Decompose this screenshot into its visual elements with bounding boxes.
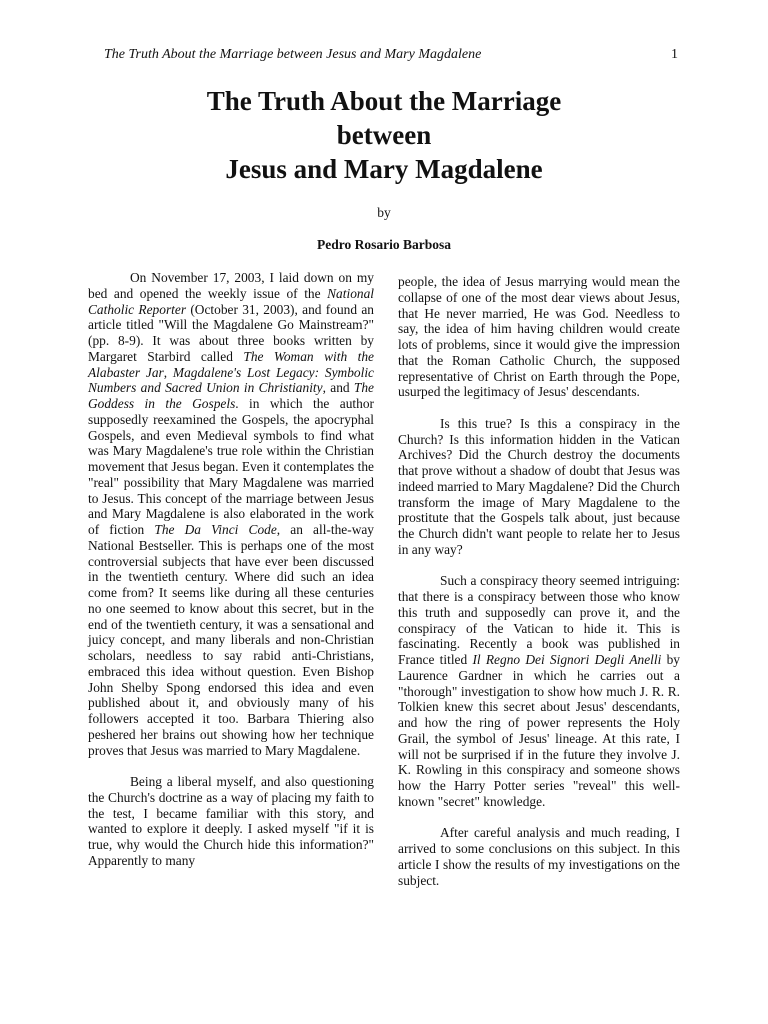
right-column [398, 274, 680, 904]
byline: by [377, 205, 391, 220]
left-column [88, 270, 374, 884]
text-run: , an all-the-way National Bestseller. This is perhaps one of the most controversial subjects that have ever been discussed in the twentieth century. Where did such an idea come from? It seems like during all these centuries no one seemed to know about this secret, but in the end of the twentieth century, it was a sensational and juicy concept, and many liberals and non-Christian scholars, needless to say rabid anti-Christians, embraced this idea without question. Even Bishop John Shelby Spong endorsed this idea and even published about it, and obviously many of his followers accepted it too. Barbara Thiering also peshered her brains out showing how her technique proves that Jesus was married to Mary Magdalene. [88, 522, 375, 758]
page-title [0, 84, 768, 186]
book-title: The Da Vinci Code [154, 522, 277, 537]
running-header: The Truth About the Marriage between Jesus and Mary Magdalene [104, 47, 482, 62]
paragraph-1 [88, 270, 374, 758]
text-run: (October 31, 2003), and found an article titled "Will the Magdalene Go Mainstream?" (pp. 8-9). It was about three books written by Margaret Starbird called [88, 301, 374, 364]
text-run: , and [322, 380, 354, 396]
publication-title: National Catholic Reporter [88, 285, 374, 317]
book-title: The Woman with the Alabaster Jar [88, 348, 374, 380]
paragraph-3: people, the idea of Jesus marrying would mean the collapse of one of the most dear views about Jesus, that He never married, He was God. Needless to say, the idea of him having children would create lots of problems, since it would give the impression that the Roman Catholic Church, the supposed representative of Christ on Earth through the Pope, usurped the legitimacy of Jesus' descendants. [398, 274, 680, 400]
book-title: Magdalene's Lost Legacy: Symbolic Numbers and Sacred Union in Christianity [88, 364, 374, 396]
text-run: Such a conspiracy theory seemed intriguing: that there is a conspiracy between those who know this truth and supposedly can prove it, and the conspiracy of the Vatican to hide it. This is fascinating. Recently a book was published in France titled [398, 573, 680, 667]
page-number: 1 [671, 47, 678, 62]
paragraph-4: Is this true? Is this a conspiracy in the Church? Is this information hidden in the Vatican Archives? Did the Church destroy the documents that prove without a shadow of doubt that Jesus was indeed married to Mary Magdalene? Did the Church transform the image of Mary Magdalene to the prostitute that the Gospels talk about, just because the Church didn't want people to relate her to Jesus in any way? [398, 415, 680, 557]
paragraph-6: After careful analysis and much reading, I arrived to some conclusions on this subject. In this article I show the results of my investigations on the subject. [398, 825, 680, 888]
title-line-3: Jesus and Mary Magdalene [225, 154, 543, 184]
text-run: , [163, 364, 173, 380]
title-line-2: between [336, 120, 432, 150]
title-line-1: The Truth About the Marriage [206, 86, 562, 116]
text-run: . in which the author supposedly reexamined the Gospels, the apocryphal Gospels, and even Medieval symbols to find what was Mary Magdalene's true role within the Christian movement that Jesus began. Even it contemplates the "real" possibility that Mary Magdalene was married to Jesus. This concept of the marriage between Jesus and Mary Magdalene is also elaborated in the work of fiction [88, 396, 374, 537]
book-title: The Goddess in the Gospels [88, 380, 374, 411]
paragraph-5 [398, 573, 680, 809]
book-title: Il Regno Dei Signori Degli Anelli [472, 652, 662, 667]
paragraph-2: Being a liberal myself, and also questioning the Church's doctrine as a way of placing my faith to the test, I became familiar with this story, and wanted to explore it deeply. I asked myself "if it is true, why would the Church hide this information?" Apparently to many [88, 774, 374, 868]
text-run: On November 17, 2003, I laid down on my bed and opened the weekly issue of the [88, 270, 374, 301]
author-name: Pedro Rosario Barbosa [317, 237, 451, 252]
text-run: by Laurence Gardner in which he carries out a "thorough" investigation to show how much J. R. R. Tolkien knew this secret about Jesus' descendants, and how the ring of power represents the Holy Grail, the symbol of Jesus' lineage. At this rate, I will not be surprised if in the future they involve J. K. Rowling in this conspiracy and someone shows how the Harry Potter series "reveal" this well-known "secret" knowledge. [398, 652, 680, 809]
